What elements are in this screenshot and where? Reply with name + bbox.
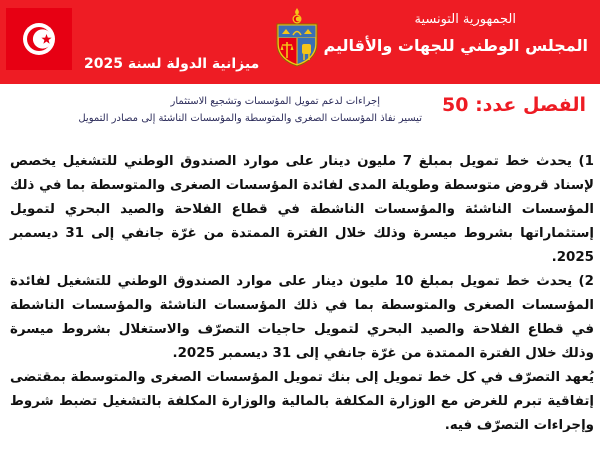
chapter-number: الفصل عدد: 50 xyxy=(442,94,586,116)
header-band xyxy=(0,0,600,84)
council-name: المجلس الوطني للجهات والأقاليم xyxy=(323,36,588,55)
budget-title: ميزانية الدولة لسنة 2025 xyxy=(84,56,260,72)
tunisia-coat-of-arms-icon xyxy=(268,6,326,68)
paragraph-2: 2) يحدث خط تمويل بمبلغ 10 مليون دينار على موارد الصندوق الوطني للتشغيل لفائدة المؤسسات الصغرى والمتوسطة بما في ذلك المؤسسات الناشئة والمؤسسات الناشطة في قطاع الفلاحة والصيد البحري لتمويل حاجيات التصرّف والاستغلال بشروط ميسرة وذلك خلال الفترة الممتدة من غرّة جانفي إلى 31 ديسمبر 2025. xyxy=(10,274,594,361)
republic-name: الجمهورية التونسية xyxy=(414,12,516,27)
tunisia-flag-icon xyxy=(6,8,72,70)
section-title: إجراءات لدعم تمويل المؤسسات وتشجيع الاستثمار xyxy=(170,96,380,107)
section-subtitle: تيسير نفاذ المؤسسات الصغرى والمتوسطة والمؤسسات الناشئة إلى مصادر التمويل xyxy=(78,113,422,124)
article-body xyxy=(10,150,594,438)
paragraph-3: يُعهد التصرّف في كل خط تمويل إلى بنك تمويل المؤسسات الصغرى والمتوسطة بمقتضى إتفاقية تبرم للغرض مع الوزارة المكلفة بالمالية والوزارة المكلفة بالتشغيل تضبط شروط وإجراءات التصرّف فيه. xyxy=(10,370,594,433)
paragraph-1: 1) يحدث خط تمويل بمبلغ 7 مليون دينار على موارد الصندوق الوطني للتشغيل يخصص لإسناد قروض متوسطة وطويلة المدى لفائدة المؤسسات الصغرى والمتوسطة بما في ذلك المؤسسات الناشئة والمؤسسات الناشطة في قطاع الفلاحة والصيد البحري لتمويل إستثماراتها بشروط ميسرة وذلك خلال الفترة الممتدة من غرّة جانفي إلى 31 ديسمبر 2025. xyxy=(10,154,594,265)
